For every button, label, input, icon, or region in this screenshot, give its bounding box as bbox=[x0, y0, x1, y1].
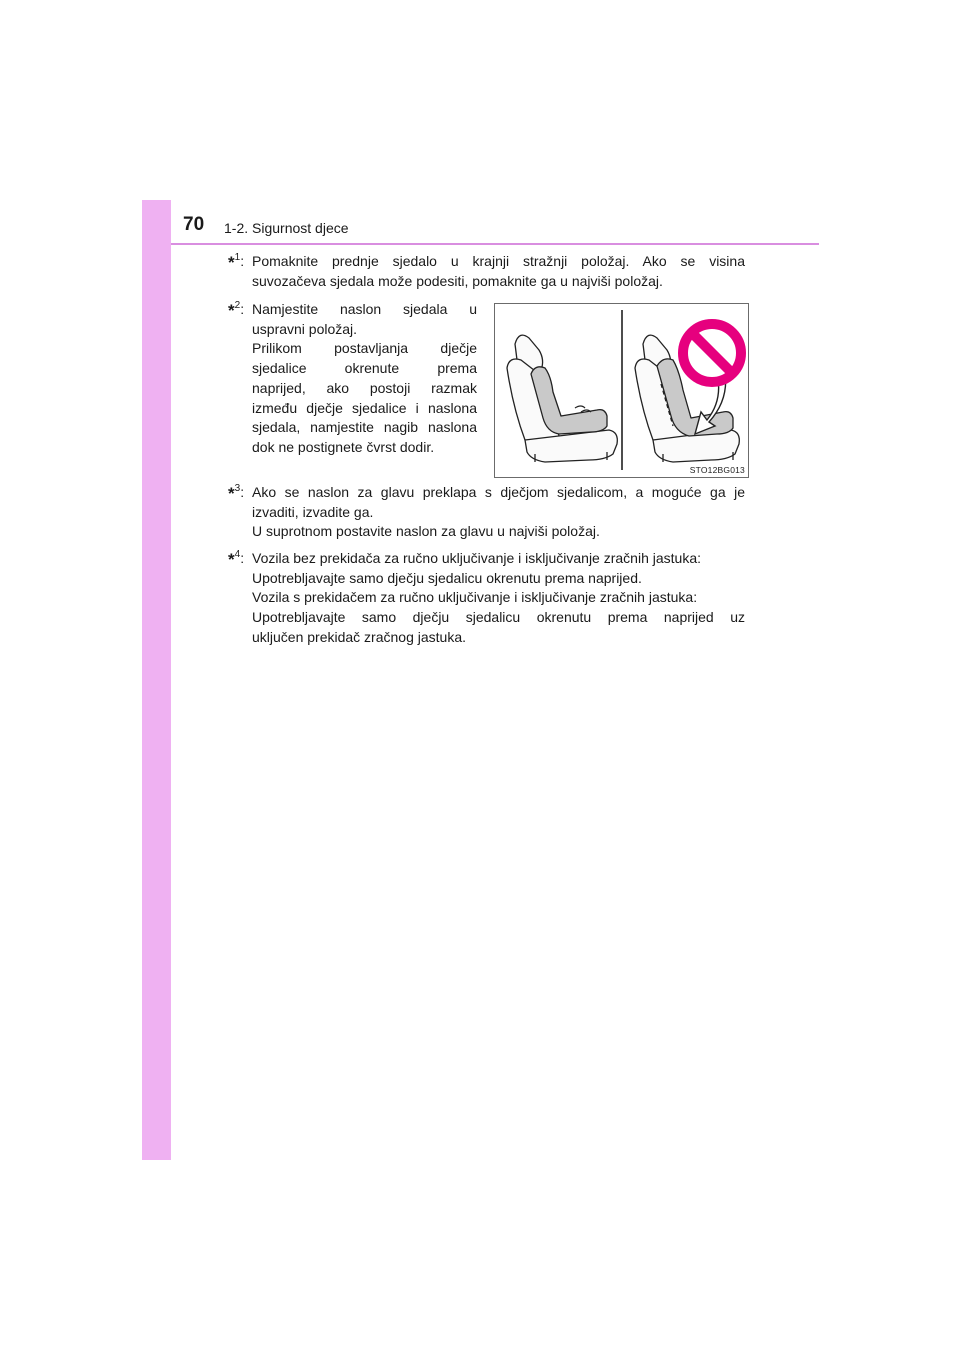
note-line: sjedalice okrenute prema bbox=[252, 360, 477, 377]
child-seat-illustration bbox=[494, 303, 749, 478]
footnote-1 bbox=[228, 252, 745, 291]
note-line: Upotrebljavajte samo dječju sjedalicu okrenutu prema naprijed. bbox=[252, 569, 642, 586]
note-line: Pomaknite prednje sjedalo u krajnji stražnji položaj. Ako se visina bbox=[252, 253, 745, 269]
note-line: U suprotnom postavite naslon za glavu u najviši položaj. bbox=[252, 523, 600, 540]
section-tab-bar bbox=[142, 200, 171, 1160]
header-divider bbox=[171, 243, 819, 245]
note-line: naprijed, ako postoji razmak bbox=[252, 379, 477, 396]
section-title: 1-2. Sigurnost djece bbox=[224, 220, 349, 236]
footnote-marker: *$^3$: bbox=[228, 483, 245, 503]
note-line: Ako se naslon za glavu preklapa s dječjom sjedalicom, a moguće ga je bbox=[252, 484, 745, 500]
note-line: Vozila s prekidačem za ručno uključivanje i isključivanje zračnih jastuka: bbox=[252, 589, 698, 606]
footnote-3 bbox=[228, 483, 745, 542]
note-line: Vozila bez prekidača za ručno uključivanje i isključivanje zračnih jastuka: bbox=[252, 550, 702, 566]
footnote-marker: *$^1$: bbox=[228, 252, 245, 272]
note-line: uključen prekidač zračnog jastuka. bbox=[252, 628, 467, 645]
footnote-2 bbox=[228, 300, 477, 458]
note-line: dok ne postignete čvrst dodir. bbox=[252, 438, 435, 455]
figure-code: STO12BG013 bbox=[689, 465, 745, 475]
prohibition-icon bbox=[683, 324, 741, 382]
page-number: 70 bbox=[183, 214, 205, 235]
note-line: Upotrebljavajte samo dječju sjedalicu okrenutu prema naprijed uz bbox=[252, 609, 745, 626]
note-line: uspravni položaj. bbox=[252, 320, 358, 337]
seat-correct-drawing bbox=[507, 335, 617, 462]
note-line: Namjestite naslon sjedala u bbox=[252, 301, 477, 317]
footnote-4 bbox=[228, 549, 745, 648]
footnote-marker: *$^4$: bbox=[228, 549, 245, 569]
note-line: suvozačeva sjedala može podesiti, pomaknite ga u najviši položaj. bbox=[252, 272, 663, 289]
seat-diagram bbox=[495, 304, 749, 478]
note-line: izvaditi, izvadite ga. bbox=[252, 503, 374, 520]
note-line: između dječje sjedalice i naslona bbox=[252, 399, 477, 416]
note-line: sjedala, namjestite nagib naslona bbox=[252, 419, 477, 436]
footnote-marker: *$^2$: bbox=[228, 300, 245, 320]
note-line: Prilikom postavljanja dječje bbox=[252, 340, 477, 357]
